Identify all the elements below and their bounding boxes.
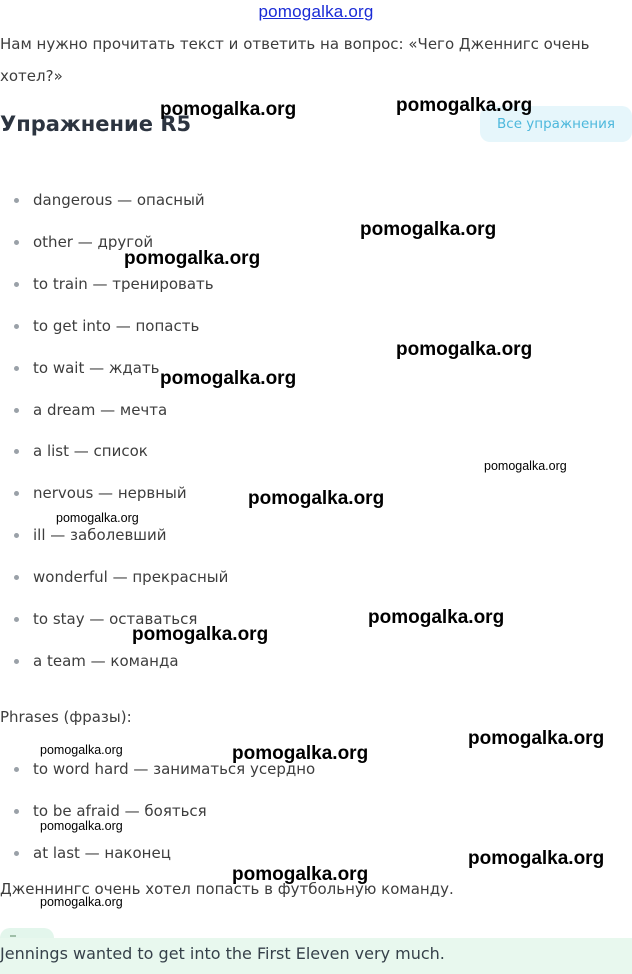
bullet-icon: [14, 533, 19, 538]
watermark: pomogalka.org: [468, 728, 605, 749]
bullet-icon: [14, 767, 19, 772]
bullet-icon: [14, 491, 19, 496]
watermark: pomogalka.org: [132, 624, 269, 645]
russian-answer: Дженнингс очень хотел попасть в футбольную команду.: [0, 880, 454, 898]
exercise-title: Упражнение R5: [0, 112, 192, 136]
vocab-text: to get into — попасть: [33, 317, 200, 335]
list-item: [14, 273, 214, 295]
phrase-text: at last — наконец: [33, 844, 171, 862]
watermark: pomogalka.org: [360, 219, 497, 240]
watermark: pomogalka.org: [484, 459, 567, 473]
vocab-text: other — другой: [33, 233, 154, 251]
bullet-icon: [14, 617, 19, 622]
vocab-text: a dream — мечта: [33, 401, 168, 419]
bullet-icon: [14, 851, 19, 856]
english-answer: Jennings wanted to get into the First Eleven very much.: [0, 944, 445, 963]
list-item: [14, 315, 199, 337]
bullet-icon: [14, 408, 19, 413]
vocab-text: wonderful — прекрасный: [33, 568, 229, 586]
vocab-text: to wait — ждать: [33, 359, 160, 377]
bullet-icon: [14, 366, 19, 371]
bullet-icon: [14, 809, 19, 814]
watermark: pomogalka.org: [40, 895, 123, 909]
list-item: [14, 440, 148, 462]
site-header-link[interactable]: pomogalka.org: [258, 2, 374, 21]
intro-text: Нам нужно прочитать текст и ответить на вопрос: «Чего Дженнигс очень хотел?»: [0, 35, 590, 85]
phrases-label: Phrases (фразы):: [0, 708, 132, 726]
bullet-icon: [14, 324, 19, 329]
bullet-icon: [14, 198, 19, 203]
vocab-text: nervous — нервный: [33, 484, 187, 502]
watermark: pomogalka.org: [468, 848, 605, 869]
vocab-text: dangerous — опасный: [33, 191, 205, 209]
vocab-text: a list — список: [33, 442, 148, 460]
bullet-icon: [14, 449, 19, 454]
vocab-text: a team — команда: [33, 652, 179, 670]
watermark: pomogalka.org: [40, 819, 123, 833]
bullet-icon: [14, 240, 19, 245]
list-item: [14, 650, 179, 672]
all-exercises-button[interactable]: Все упражнения: [480, 106, 632, 142]
watermark: pomogalka.org: [232, 864, 369, 885]
watermark: pomogalka.org: [232, 743, 369, 764]
bullet-icon: [14, 575, 19, 580]
bullet-icon: [14, 282, 19, 287]
watermark: pomogalka.org: [396, 95, 533, 116]
watermark: pomogalka.org: [160, 368, 297, 389]
phrase-text: to word hard — заниматься усердно: [33, 760, 316, 778]
bullet-icon: [14, 659, 19, 664]
vocab-text: to stay — оставаться: [33, 610, 198, 628]
watermark: pomogalka.org: [248, 488, 385, 509]
watermark: pomogalka.org: [56, 511, 139, 525]
list-item: [14, 357, 160, 379]
list-item: [14, 482, 187, 504]
watermark: pomogalka.org: [124, 248, 261, 269]
vocab-text: ill — заболевший: [33, 526, 167, 544]
watermark: pomogalka.org: [368, 607, 505, 628]
watermark: pomogalka.org: [396, 339, 533, 360]
phrase-text: to be afraid — бояться: [33, 802, 207, 820]
list-item: [14, 524, 167, 546]
watermark: pomogalka.org: [160, 99, 297, 120]
list-item: [14, 399, 167, 421]
list-item: [14, 566, 228, 588]
vocab-text: to train — тренировать: [33, 275, 214, 293]
list-item: [14, 189, 205, 211]
list-item: [14, 842, 171, 864]
watermark: pomogalka.org: [40, 743, 123, 757]
